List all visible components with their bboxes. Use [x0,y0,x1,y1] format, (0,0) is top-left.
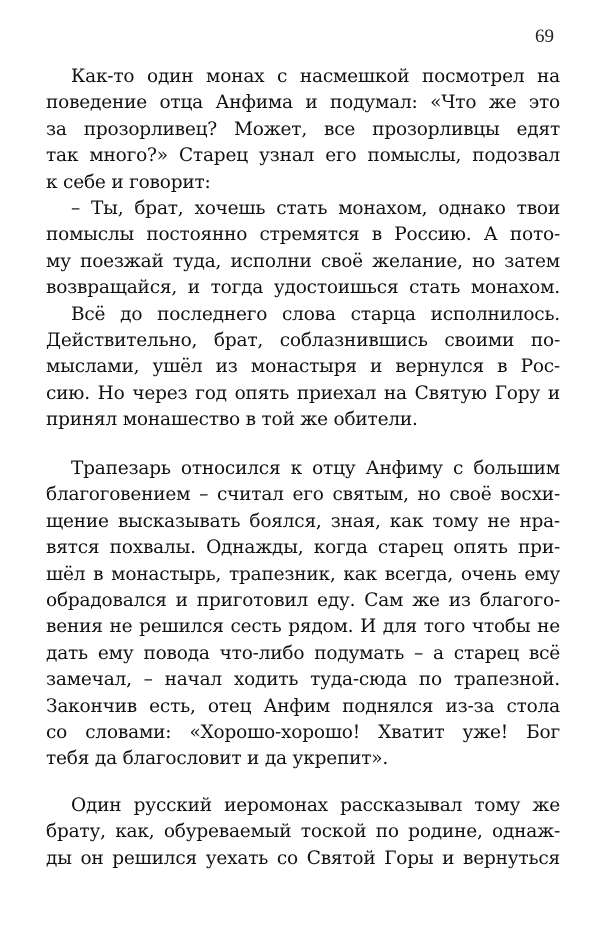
text-line: вения не решился сесть рядом. И для того чтобы не [46,616,560,638]
text-line: Закончив есть, отец Анфим поднялся из-за стола [46,695,560,717]
text-line: помыслы постоянно стремятся в Россию. А пото- [46,224,560,246]
text-line: сию. Но через год опять приехал на Святую Гору и [46,382,560,404]
text-line: обрадовался и приготовил еду. Сам же из благого- [46,589,560,611]
text-line: шёл в монастырь, трапезник, как всегда, очень ему [46,563,560,585]
text-line: Всё до последнего слова старца исполнилось. [71,303,560,325]
text-line: возвращайся, и тогда удостоишься стать монахом. [46,277,560,299]
paragraph [46,64,560,196]
paragraph [46,302,560,434]
page-number: 69 [535,26,554,47]
text-line: Действительно, брат, соблазнившись своими по- [46,329,560,351]
text-line: дать ему повода что-либо подумать – а старец всё [46,642,560,664]
text-line: замечал, – начал ходить туда-сюда по трапезной. [46,669,560,691]
text-line: мыслами, ушёл из монастыря и вернулся в Рос- [46,356,560,378]
paragraph [46,196,560,302]
paragraph [46,793,560,872]
text-line: к себе и говорит: [46,171,211,193]
text-line: тебя да благословит и да укрепит». [46,748,389,770]
text-section-3 [46,793,560,872]
text-line: так много?» Старец узнал его помыслы, подозвал [46,145,560,167]
text-line: вятся похвалы. Однажды, когда старец опять при- [46,537,560,559]
text-line: поведение отца Анфима и подумал: «Что же это [46,92,560,114]
text-line: щение высказывать боялся, зная, как тому не нра- [46,510,560,532]
text-line: ды он решился уехать со Святой Горы и вернуться [46,847,560,869]
text-line: – Ты, брат, хочешь стать монахом, однако твои [71,197,560,219]
text-line: Один русский иеромонах рассказывал тому же [71,795,560,816]
paragraph [46,456,560,773]
text-line: брату, как, обуреваемый тоской по родине, однаж- [46,821,560,843]
text-section-1 [46,64,560,433]
text-line: со словами: «Хорошо-хорошо! Хватит уже! Бог [46,721,560,743]
text-line: благоговением – считал его святым, но своё восхи- [46,484,560,506]
text-section-2 [46,456,560,773]
text-line: му поезжай туда, исполни своё желание, но затем [46,250,560,272]
text-line: Трапезарь относился к отцу Анфиму с большим [71,458,560,479]
text-line: принял монашество в той же обители. [46,409,418,431]
text-line: Как-то один монах с насмешкой посмотрел на [71,66,560,87]
text-line: за прозорливец? Может, все прозорливцы едят [46,118,560,140]
